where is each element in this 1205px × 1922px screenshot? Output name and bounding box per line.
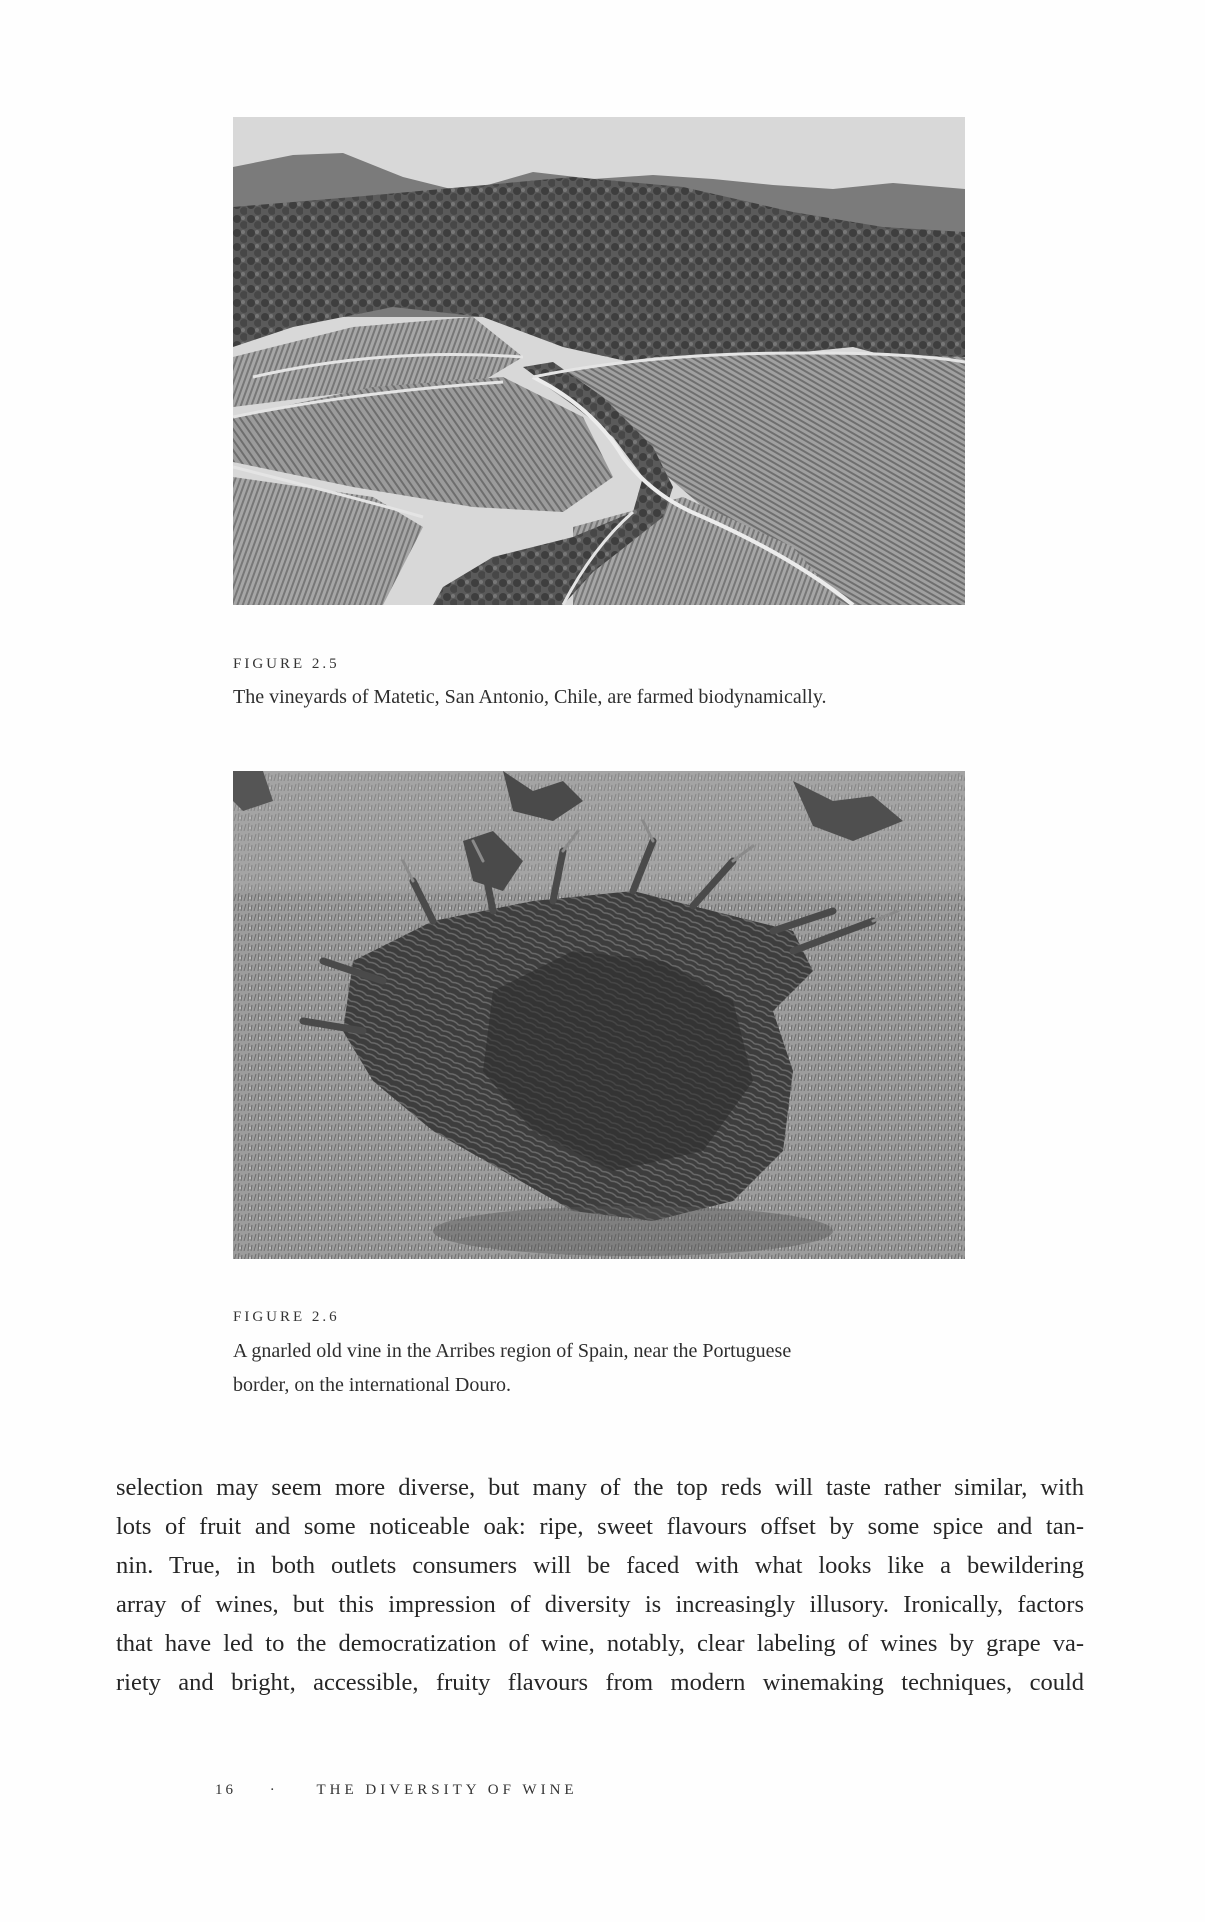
gnarled-vine-photo (233, 771, 965, 1259)
body-line: riety and bright, accessible, fruity flavours from modern winemaking techniques, could (116, 1669, 1084, 1696)
body-line: nin. True, in both outlets consumers will be faced with what looks like a bewildering (116, 1552, 1084, 1579)
footer-separator: · (269, 1782, 279, 1798)
body-line: that have led to the democratization of wine, notably, clear labeling of wines by grape va- (116, 1630, 1084, 1657)
page-number: 16 (215, 1782, 236, 1798)
body-paragraph (116, 1468, 1084, 1702)
page-footer (215, 1782, 578, 1799)
vineyard-hillside-photo (233, 117, 965, 605)
figure-label: FIGURE 2.5 (233, 656, 340, 672)
body-line: selection may seem more diverse, but many of the top reds will taste rather similar, with (116, 1474, 1084, 1501)
caption-line: A gnarled old vine in the Arribes region of Spain, near the Portuguese (233, 1340, 792, 1362)
body-line: lots of fruit and some noticeable oak: ripe, sweet flavours offset by some spice and tan- (116, 1513, 1084, 1540)
figure-label: FIGURE 2.6 (233, 1309, 340, 1325)
figure-caption: The vineyards of Matetic, San Antonio, Chile, are farmed biodynamically. (233, 686, 827, 708)
caption-line: border, on the international Douro. (233, 1374, 512, 1396)
figure-caption (233, 1334, 953, 1402)
running-head: THE DIVERSITY OF WINE (316, 1782, 578, 1798)
body-line: array of wines, but this impression of diversity is increasingly illusory. Ironically, factors (116, 1591, 1084, 1618)
